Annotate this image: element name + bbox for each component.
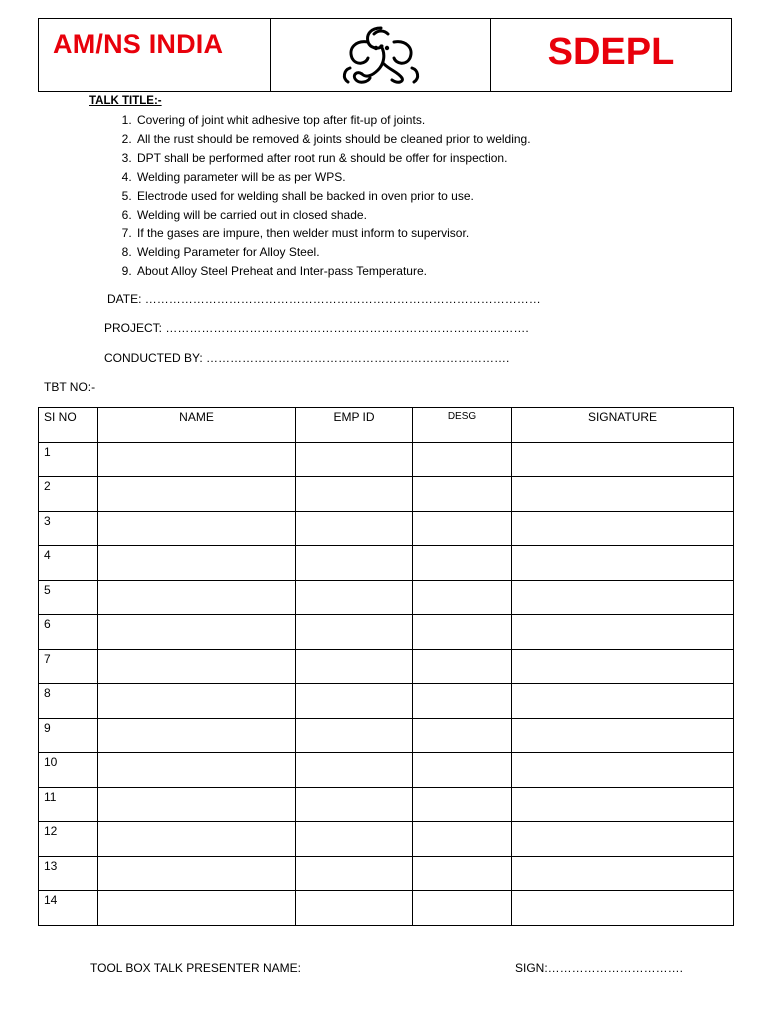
name-cell[interactable]: [98, 546, 296, 581]
list-item: 6. Welding will be carried out in closed shade.: [135, 206, 695, 225]
list-item: 2. All the rust should be removed & joints should be cleaned prior to welding.: [135, 130, 695, 149]
presenter-sign-field[interactable]: SIGN:…………………………….: [515, 961, 684, 975]
ganesha-logo-icon: [326, 20, 436, 90]
table-row: [39, 856, 734, 891]
emp-id-cell[interactable]: [296, 822, 413, 857]
row-number: 12: [39, 822, 98, 857]
emp-id-cell[interactable]: [296, 477, 413, 512]
list-item: 3. DPT shall be performed after root run & should be offer for inspection.: [135, 149, 695, 168]
list-item: 1. Covering of joint whit adhesive top after fit-up of joints.: [135, 111, 695, 130]
signature-cell[interactable]: [512, 718, 734, 753]
row-number: 9: [39, 718, 98, 753]
desg-cell[interactable]: [413, 580, 512, 615]
list-item: 4. Welding parameter will be as per WPS.: [135, 168, 695, 187]
table-row: [39, 442, 734, 477]
table-row: [39, 615, 734, 650]
signature-cell[interactable]: [512, 856, 734, 891]
column-header-desg: DESG: [413, 408, 512, 443]
name-cell[interactable]: [98, 787, 296, 822]
talk-points-list: [95, 111, 695, 281]
signature-cell[interactable]: [512, 546, 734, 581]
signature-cell[interactable]: [512, 753, 734, 788]
signature-cell[interactable]: [512, 891, 734, 926]
talk-title-label: TALK TITLE:-: [89, 95, 162, 107]
desg-cell[interactable]: [413, 718, 512, 753]
desg-cell[interactable]: [413, 822, 512, 857]
name-cell[interactable]: [98, 615, 296, 650]
desg-cell[interactable]: [413, 477, 512, 512]
list-item: 5. Electrode used for welding shall be backed in oven prior to use.: [135, 187, 695, 206]
project-field[interactable]: PROJECT: ……………………………………………………………………………….: [104, 321, 529, 335]
table-row: [39, 580, 734, 615]
emp-id-cell[interactable]: [296, 787, 413, 822]
table-row: [39, 477, 734, 512]
table-row: [39, 684, 734, 719]
emp-id-cell[interactable]: [296, 684, 413, 719]
column-header-signature: SIGNATURE: [512, 408, 734, 443]
desg-cell[interactable]: [413, 546, 512, 581]
attendance-table: [38, 407, 734, 926]
emp-id-cell[interactable]: [296, 856, 413, 891]
table-row: [39, 822, 734, 857]
company-name: AM/NS INDIA: [53, 29, 224, 59]
name-cell[interactable]: [98, 477, 296, 512]
emp-id-cell[interactable]: [296, 615, 413, 650]
brand-cell: [491, 19, 731, 91]
desg-cell[interactable]: [413, 615, 512, 650]
name-cell[interactable]: [98, 856, 296, 891]
presenter-name-label: TOOL BOX TALK PRESENTER NAME:: [90, 961, 301, 975]
signature-cell[interactable]: [512, 615, 734, 650]
name-cell[interactable]: [98, 718, 296, 753]
desg-cell[interactable]: [413, 856, 512, 891]
emp-id-cell[interactable]: [296, 442, 413, 477]
row-number: 13: [39, 856, 98, 891]
name-cell[interactable]: [98, 442, 296, 477]
emp-id-cell[interactable]: [296, 718, 413, 753]
table-row: [39, 718, 734, 753]
list-item: 9. About Alloy Steel Preheat and Inter-pass Temperature.: [135, 262, 695, 281]
desg-cell[interactable]: [413, 511, 512, 546]
table-row: [39, 891, 734, 926]
desg-cell[interactable]: [413, 442, 512, 477]
logo-cell: [271, 19, 491, 91]
company-cell: [39, 19, 271, 91]
name-cell[interactable]: [98, 649, 296, 684]
table-row: [39, 753, 734, 788]
desg-cell[interactable]: [413, 753, 512, 788]
table-row: [39, 649, 734, 684]
signature-cell[interactable]: [512, 580, 734, 615]
signature-cell[interactable]: [512, 477, 734, 512]
table-header-row: [39, 408, 734, 443]
row-number: 10: [39, 753, 98, 788]
brand-name: SDEPL: [547, 31, 675, 73]
signature-cell[interactable]: [512, 684, 734, 719]
name-cell[interactable]: [98, 580, 296, 615]
name-cell[interactable]: [98, 511, 296, 546]
desg-cell[interactable]: [413, 649, 512, 684]
table-row: [39, 511, 734, 546]
list-item: 7. If the gases are impure, then welder must inform to supervisor.: [135, 224, 695, 243]
desg-cell[interactable]: [413, 891, 512, 926]
row-number: 4: [39, 546, 98, 581]
row-number: 5: [39, 580, 98, 615]
signature-cell[interactable]: [512, 442, 734, 477]
column-header-sino: SI NO: [39, 408, 98, 443]
name-cell[interactable]: [98, 822, 296, 857]
row-number: 11: [39, 787, 98, 822]
signature-cell[interactable]: [512, 511, 734, 546]
emp-id-cell[interactable]: [296, 511, 413, 546]
signature-cell[interactable]: [512, 822, 734, 857]
table-row: [39, 787, 734, 822]
name-cell[interactable]: [98, 891, 296, 926]
document-header: [38, 18, 732, 92]
row-number: 2: [39, 477, 98, 512]
desg-cell[interactable]: [413, 684, 512, 719]
emp-id-cell[interactable]: [296, 649, 413, 684]
list-item: 8. Welding Parameter for Alloy Steel.: [135, 243, 695, 262]
row-number: 1: [39, 442, 98, 477]
column-header-name: NAME: [98, 408, 296, 443]
signature-cell[interactable]: [512, 787, 734, 822]
emp-id-cell[interactable]: [296, 891, 413, 926]
name-cell[interactable]: [98, 753, 296, 788]
column-header-emp-id: EMP ID: [296, 408, 413, 443]
desg-cell[interactable]: [413, 787, 512, 822]
row-number: 7: [39, 649, 98, 684]
emp-id-cell[interactable]: [296, 546, 413, 581]
tbt-no-label: TBT NO:-: [44, 380, 96, 394]
signature-cell[interactable]: [512, 649, 734, 684]
row-number: 6: [39, 615, 98, 650]
row-number: 8: [39, 684, 98, 719]
name-cell[interactable]: [98, 684, 296, 719]
row-number: 3: [39, 511, 98, 546]
row-number: 14: [39, 891, 98, 926]
conducted-by-field[interactable]: CONDUCTED BY: ………………………………………………………………….: [104, 351, 510, 365]
date-field[interactable]: DATE: ………………………………………………………………………………………: [107, 292, 541, 306]
table-row: [39, 546, 734, 581]
emp-id-cell[interactable]: [296, 753, 413, 788]
emp-id-cell[interactable]: [296, 580, 413, 615]
